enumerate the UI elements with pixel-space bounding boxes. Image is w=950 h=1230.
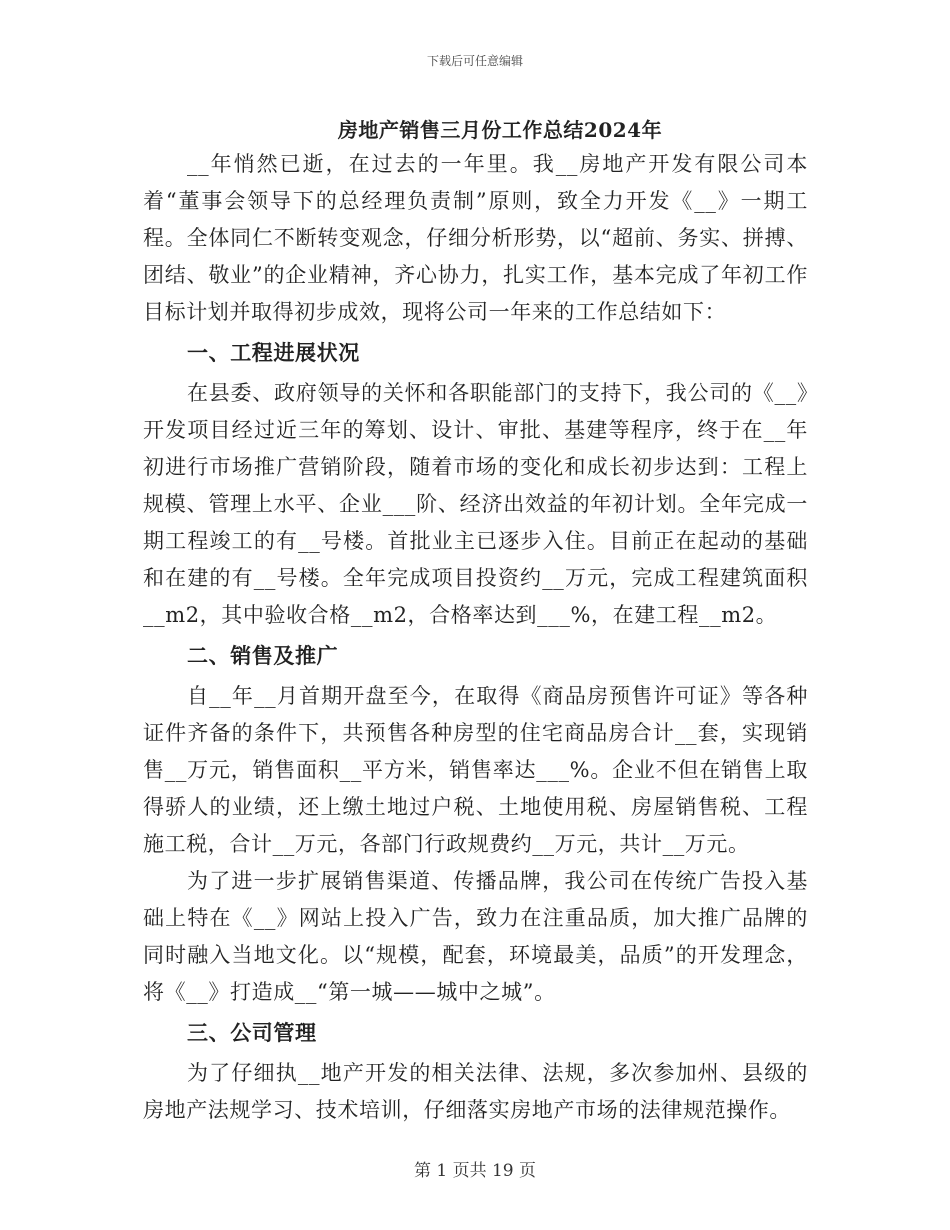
document-title: 房地产销售三月份工作总结2024年 xyxy=(337,118,663,142)
section-heading-1: 一、工程进展状况 xyxy=(187,340,360,365)
section-2-paragraph-1: 自__年__月首期开盘至今，在取得《商品房预售许可证》等各种证件齐备的条件下，共预售各种房型的住宅商品房合计__套，实现销售__万元，销售面积__平方米，销售率达___%。企业不但在销售上取得骄人的业绩，还上缴土地过户税、土地使用税、房屋销售税、工程施工税，合计__万元，各部门行政规费约__万元，共计__万元。 xyxy=(143,684,808,856)
section-2-paragraph-2: 为了进一步扩展销售渠道、传播品牌，我公司在传统广告投入基础上特在《__》网站上投入广告，致力在注重品质，加大推广品牌的同时融入当地文化。以“规模，配套，环境最美，品质”的开发理念，将《__》打造成__“第一城——城中之城”。 xyxy=(143,869,808,1004)
section-3-paragraph-1: 为了仔细执__地产开发的相关法律、法规，多次参加州、县级的房地产法规学习、技术培训，仔细落实房地产市场的法律规范操作。 xyxy=(143,1061,808,1122)
page-header: 下载后可任意编辑 xyxy=(426,54,523,68)
page-footer: 第 1 页共 19 页 xyxy=(413,1161,537,1181)
intro-paragraph: __年悄然已逝，在过去的一年里。我__房地产开发有限公司本着“董事会领导下的总经理负责制”原则，致全力开发《__》一期工程。全体同仁不断转变观念，仔细分析形势，以“超前、务实、拼搏、团结、敬业”的企业精神，齐心协力，扎实工作，基本完成了年初工作目标计划并取得初步成效，现将公司一年来的工作总结如下： xyxy=(143,152,808,324)
section-1-paragraph-1: 在县委、政府领导的关怀和各职能部门的支持下，我公司的《__》开发项目经过近三年的筹划、设计、审批、基建等程序，终于在__年初进行市场推广营销阶段，随着市场的变化和成长初步达到：工程上规模、管理上水平、企业___阶、经济出效益的年初计划。全年完成一期工程竣工的有__号楼。首批业主已逐步入住。目前正在起动的基础和在建的有__号楼。全年完成项目投资约__万元，完成工程建筑面积__m2，其中验收合格__m2，合格率达到___%，在建工程__m2。 xyxy=(143,381,808,627)
document-body xyxy=(143,146,808,1129)
section-heading-3: 三、公司管理 xyxy=(187,1020,317,1045)
section-heading-2: 二、销售及推广 xyxy=(187,643,339,668)
